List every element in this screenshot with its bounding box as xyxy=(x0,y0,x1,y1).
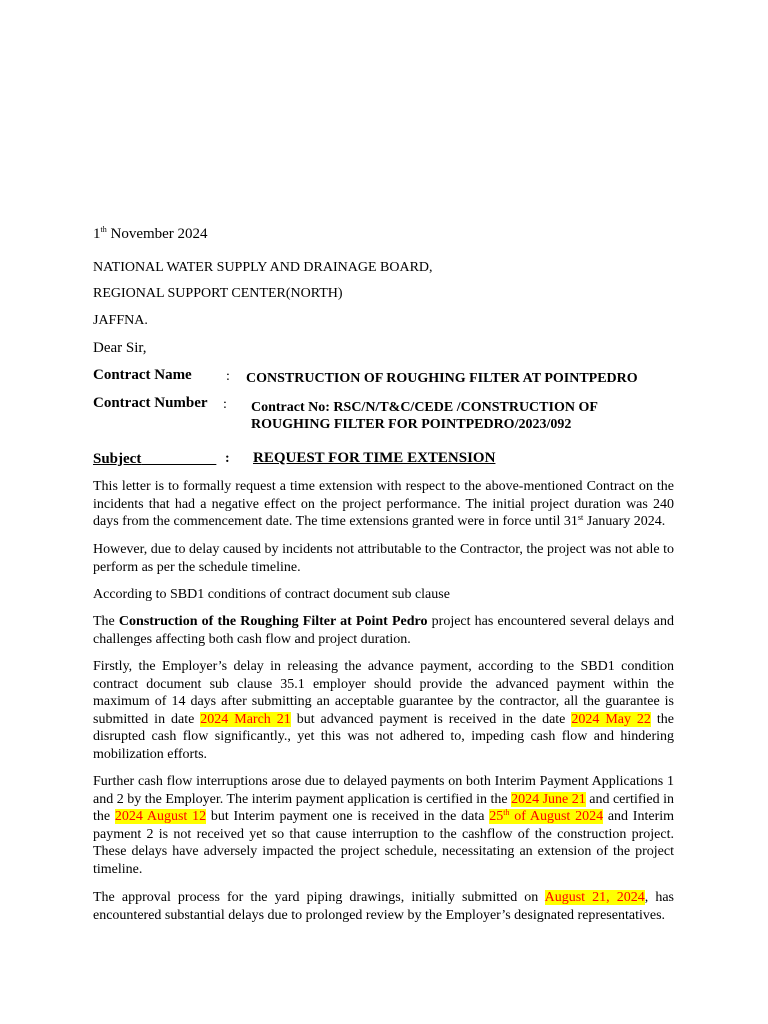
contract-number-label: Contract Number xyxy=(93,395,208,411)
paragraph-6: Further cash flow interruptions arose due to delayed payments on both Interim Payment Applications 1 and 2 by the Employer. The interim payment application is certified in the 2024 June 21 and certified in the 2024 August 12 but Interim payment one is received in the data 25th of August 2024 and Interim payment 2 is not received yet so that cause interruption to the cashflow of the construction project. These delays have adversely impacted the project schedule, necessitating an extension of the project timeline. xyxy=(93,774,675,877)
highlight-date: 2024 June 21 xyxy=(511,791,586,807)
contract-name-colon: : xyxy=(226,369,230,384)
contract-name-value: CONSTRUCTION OF ROUGHING FILTER AT POINTPEDRO xyxy=(246,371,638,386)
letter-date xyxy=(93,225,208,243)
highlight-date: 25th of August 2024 xyxy=(489,808,604,825)
paragraph-3: According to SBD1 conditions of contract document sub clause xyxy=(93,587,450,602)
highlight-date: 2024 March 21 xyxy=(200,711,291,727)
date-day: 1 xyxy=(93,226,101,242)
highlight-date: August 21, 2024 xyxy=(544,890,645,905)
paragraph-1: This letter is to formally request a time extension with respect to the above-mentioned Contract on the incidents that had a negative effect on the project performance. The initial project duration was 240 days from the commencement date. The time extensions granted were in force until 31st January 2024. xyxy=(93,479,674,530)
highlight-date: 2024 August 12 xyxy=(114,809,207,825)
subject-label: Subject xyxy=(93,451,142,467)
highlight-date: 2024 May 22 xyxy=(571,711,651,727)
paragraph-2: However, due to delay caused by incidents not attributable to the Contractor, the project was not able to perform as per the schedule timeline. xyxy=(93,542,674,575)
contract-number-colon: : xyxy=(223,397,227,412)
contract-number-line-1: Contract No: RSC/N/T&C/CEDE /CONSTRUCTION OF xyxy=(251,400,598,415)
greeting: Dear Sir, xyxy=(93,340,147,356)
project-name-bold: Construction of the Roughing Filter at Point Pedro xyxy=(118,614,428,629)
paragraph-4: The Construction of the Roughing Filter at Point Pedro project has encountered several delays and challenges affecting both cash flow and project duration. xyxy=(93,614,674,647)
address-line-2: REGIONAL SUPPORT CENTER(NORTH) xyxy=(93,286,343,301)
address-line-3: JAFFNA. xyxy=(93,313,148,328)
date-rest: November 2024 xyxy=(106,226,208,242)
subject-colon: : xyxy=(225,451,230,466)
contract-number-line-2: ROUGHING FILTER FOR POINTPEDRO/2023/092 xyxy=(251,417,572,432)
contract-name-label: Contract Name xyxy=(93,367,192,383)
paragraph-7: The approval process for the yard piping drawings, initially submitted on August 21, 2024, has encountered substantial delays due to prolonged review by the Employer’s designated representatives. xyxy=(93,890,674,923)
subject-value: REQUEST FOR TIME EXTENSION xyxy=(253,450,496,466)
date-suffix: th xyxy=(100,225,107,234)
address-line-1: NATIONAL WATER SUPPLY AND DRAINAGE BOARD, xyxy=(93,260,433,275)
paragraph-5: Firstly, the Employer’s delay in releasing the advance payment, according to the SBD1 condition contract document sub clause 35.1 employer should provide the advanced payment within the maximum of 14 days after submitting an acceptable guarantee by the contractor, all the guarantee is submitted in date 2024 March 21 but advanced payment is received in the date 2024 May 22 the disrupted cash flow significantly., yet this was not adhered to, impeding cash flow and hindering mobilization efforts. xyxy=(93,659,674,762)
